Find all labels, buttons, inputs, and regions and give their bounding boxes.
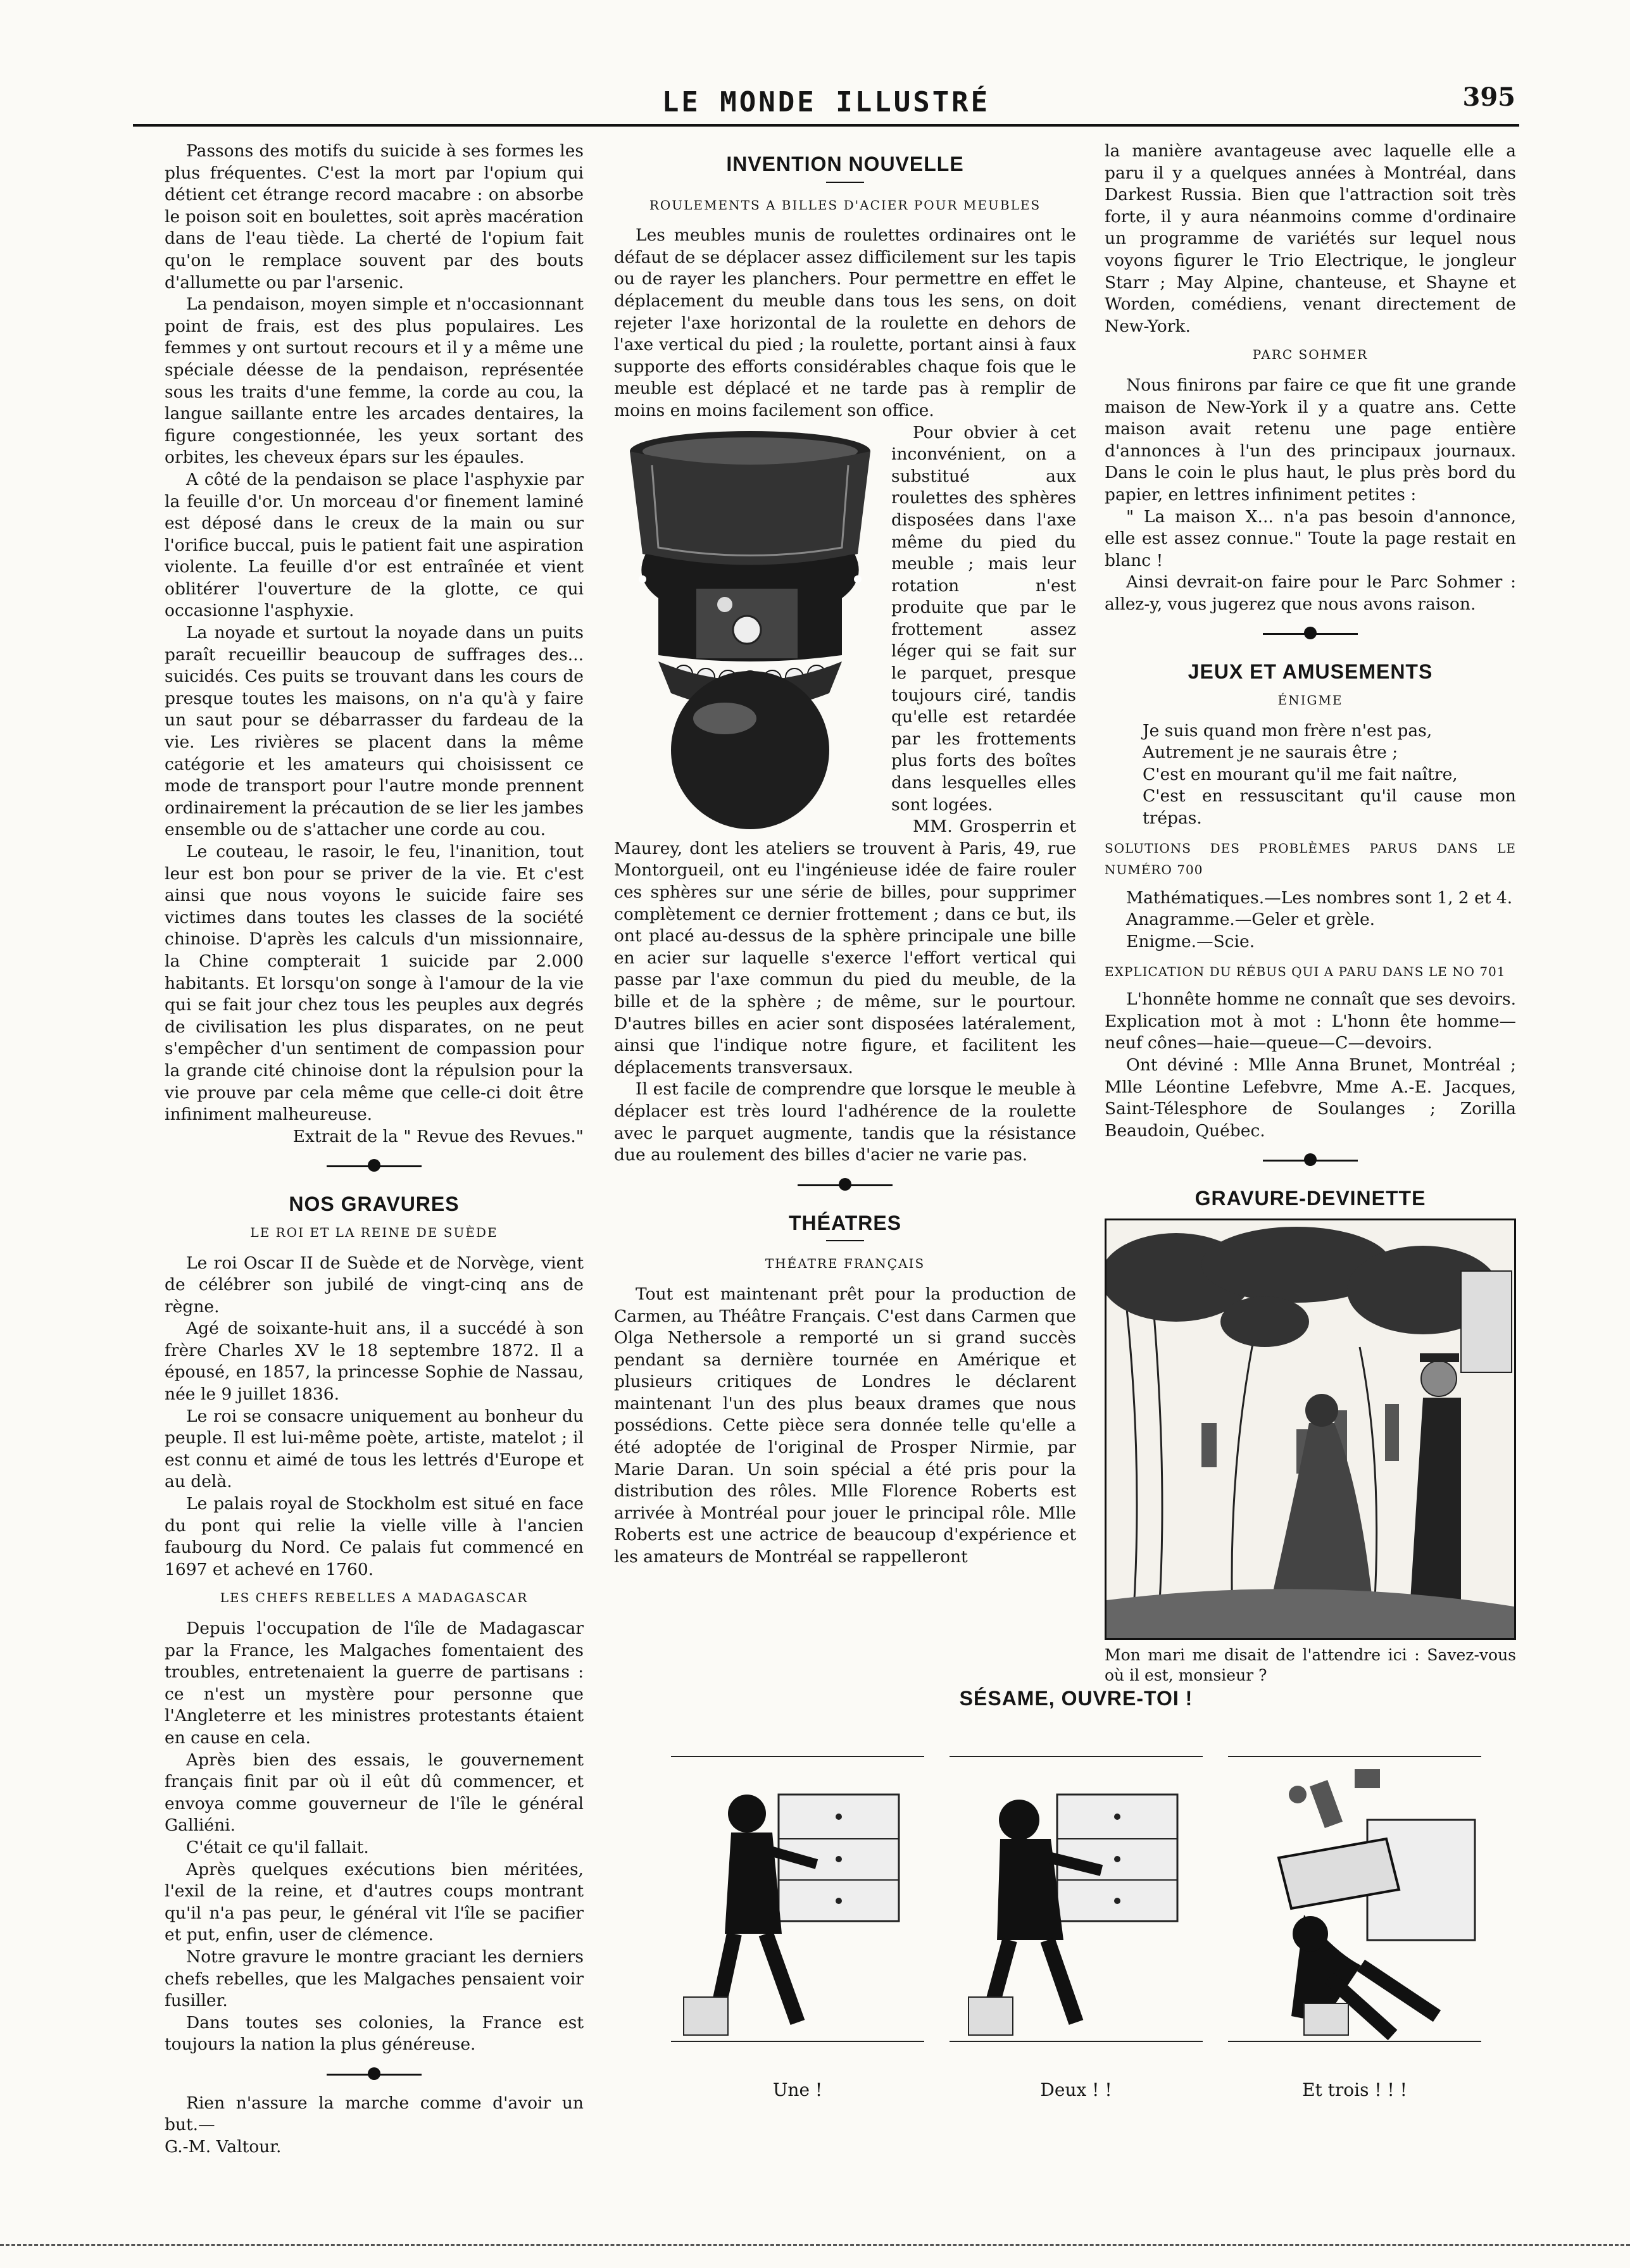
poem-line: Je suis quand mon frère n'est pas, bbox=[1143, 720, 1433, 741]
subsection-heading: PARC SOHMER bbox=[1252, 347, 1369, 363]
subsection-heading: ROULEMENTS A BILLES D'ACIER POUR MEUBLES bbox=[649, 197, 1041, 213]
panel-label: Deux ! ! bbox=[1040, 2079, 1112, 2100]
paragraph: La noyade et surtout la noyade dans un puits paraît recueillir beaucoup de suffrages des... suicidés. Ces puits se trouvant dans les cours de presque toutes les maisons, on n'a qu'à y faire un saut pour se débarrasser du fardeau de la vie. Les rivières se placent dans la même catégorie et les amateurs qui choisissent ce mode de transport pour l'autre monde prennent ordinairement la précaution de se lier les jambes ensemble ou de s'attacher une corde au cou. bbox=[165, 623, 584, 840]
paragraph: La pendaison, moyen simple et n'occasionnant point de frais, est des plus populaires. Les femmes y ont surtout recours et il y a même une spéciale déesse de la pendaison, représentée sous les traits d'une femme, la corde au cou, la langue saillante entre les arcades dentaires, la figure congestionnée, les yeux sortant des orbites, les cheveux épars sur les épaules. bbox=[165, 294, 584, 468]
paragraph: Les meubles munis de roulettes ordinaires ont le défaut de se déplacer assez difficilement sur les tapis ou de rayer les planchers. Pour permettre en effet le déplacement du meuble dans tous les sens, on doit rejeter l'axe horizontal de la roulette en dehors de l'axe vertical du pied ; la roulette, portant ainsi à faux supporte des efforts considérables chaque fois que le meuble est déplacé et ne tarde pas à remplir de moins en moins facilement son office. bbox=[614, 225, 1076, 420]
solution-line: Enigme.—Scie. bbox=[1126, 932, 1255, 951]
paragraph: Ainsi devrait-on faire pour le Parc Sohmer : allez-y, vous jugerez que nous avons raison. bbox=[1105, 572, 1516, 614]
paragraph: Passons des motifs du suicide à ses formes les plus fréquentes. C'est la mort par l'opium qui détient cet étrange record macabre : on absorbe le poison soit en boulettes, soit après macération dans de l'eau tiède. La cherté de l'opium fait qu'on le remplace souvent par des bouts d'allumette ou par l'arsenic. bbox=[165, 141, 584, 292]
subsection-heading: LE ROI ET LA REINE DE SUÈDE bbox=[250, 1224, 498, 1240]
subsection-heading: SOLUTIONS DES PROBLÈMES PARUS DANS LE NUMÉRO 700 bbox=[1105, 840, 1516, 878]
comic-panel-1 bbox=[671, 1744, 924, 2060]
poem-line: C'est en ressuscitant qu'il cause mon trépas. bbox=[1143, 786, 1516, 829]
paragraph: Tout est maintenant prêt pour la production de Carmen, au Théâtre Français. C'est dans Carmen que Olga Nethersole a remporté un si grand succès pendant sa dernière tournée en Amérique et plusieurs critiques de Londres le déclarent maintenant l'un des plus beaux drames que nous possédions. Cette pièce sera donnée telle qu'elle a été adoptée de l'original de Prosper Nirmie, par Marie Daran. Un soin spécial a été pris pour la distribution des rôles. Mlle Florence Roberts est arrivée à Montréal pour jouer le principal rôle. Mlle Roberts est une actrice de beaucoup d'expérience et les amateurs de Montréal se rappelleront bbox=[614, 1284, 1076, 1567]
column-2 bbox=[614, 141, 1076, 1569]
subsection-heading: THÉATRE FRANÇAIS bbox=[765, 1256, 925, 1272]
panel-label: Et trois ! ! ! bbox=[1302, 2079, 1407, 2100]
paragraph: Le couteau, le rasoir, le feu, l'inanition, tout leur est bon pour se priver de la vie. Et c'est ainsi que nous voyons le suicide faire ses victimes dans toutes les classes de la société chinoise. D'après les calculs d'un missionnaire, la Chine compterait 1 suicide par 2.000 habitants. Et lorsqu'on songe à l'amour de la vie qui se fait jour chez tous les peuples aux degrés de civilisation les plus disparates, on ne peut s'empêcher d'un sentiment de compassion pour la grande cité chinoise dont la répulsion pour la vie prouve par cela même que celle-ci doit être infiniment malheureuse. bbox=[165, 842, 584, 1125]
paragraph: Le roi Oscar II de Suède et de Norvège, vient de célébrer son jubilé de vingt-cinq ans de règne. bbox=[165, 1253, 584, 1317]
paragraph: Ont déviné : Mlle Anna Brunet, Montréal ; Mlle Léontine Lefebvre, Mme A.-E. Jacques, Saint-Télesphore de Soulanges ; Zorilla Beaudoin, Québec. bbox=[1105, 1055, 1516, 1141]
paragraph: " La maison X... n'a pas besoin d'annonce, elle est assez connue." Toute la page restait en blanc ! bbox=[1105, 506, 1516, 570]
poem-line: Autrement je ne saurais être ; bbox=[1143, 742, 1398, 763]
bottom-edge-rule bbox=[0, 2244, 1630, 2246]
author-signature: G.-M. Valtour. bbox=[165, 2137, 282, 2157]
header-rule bbox=[133, 124, 1519, 127]
source-credit: Extrait de la " Revue des Revues." bbox=[292, 1126, 584, 1146]
paragraph: L'honnête homme ne connaît que ses devoirs. Explication mot à mot : L'honn ête homme—neuf cônes—haie—queue—C—devoirs. bbox=[1105, 989, 1516, 1053]
ornament-divider bbox=[1105, 1151, 1516, 1170]
paragraph: Nous finirons par faire ce que fit une grande maison de New-York il y a quatre ans. Cette maison avait retenu une page entière d'annonces à l'un des principaux journaux. Dans le coin le plus haut, le plus près bord du papier, en lettres infiniment petites : bbox=[1105, 375, 1516, 504]
paragraph: Le palais royal de Stockholm est situé en face du pont qui relie la vielle ville à l'ancien faubourg du Nord. Ce palais fut commencé en 1697 et achevé en 1760. bbox=[165, 1494, 584, 1579]
section-heading: GRAVURE-DEVINETTE bbox=[1194, 1187, 1426, 1210]
paragraph: MM. Grosperrin et Maurey, dont les ateliers se trouvent à Paris, 49, rue Montorgueil, ont eu l'ingénieuse idée de faire rouler ces sphères sur une série de billes, pour supprimer complètement ce dernier frottement ; dans ce but, ils ont placé au-dessus de la sphère principale une bille en acier sur laquelle s'exerce l'effort vertical qui passe par l'axe commun du pied du meuble, de la bille et de la sphère ; de même, sur le pourtour. D'autres billes en acier sont disposées latéralement, ainsi que l'indique notre figure, et facilitent les déplacements transversaux. bbox=[614, 817, 1076, 1077]
ornament-divider bbox=[614, 1175, 1076, 1194]
comic-strip bbox=[633, 1687, 1519, 2100]
closing-quote: Rien n'assure la marche comme d'avoir un but.— bbox=[165, 2093, 584, 2135]
section-heading: THÉATRES bbox=[788, 1211, 902, 1234]
heading-rule bbox=[826, 182, 864, 183]
solution-line: Mathématiques.—Les nombres sont 1, 2 et 4. bbox=[1126, 887, 1513, 908]
comic-panel-2 bbox=[950, 1744, 1203, 2060]
paragraph: A côté de la pendaison se place l'asphyxie par la feuille d'or. Un morceau d'or finement laminé est déposé dans le creux de la main ou sur l'orifice buccal, puis le patient fait une aspiration violente. La feuille d'or est entraînée et vient oblitérer l'ouverture de la glotte, ce qui occasionne l'asphyxie. bbox=[165, 469, 584, 621]
section-heading: JEUX ET AMUSEMENTS bbox=[1188, 660, 1433, 684]
poem-line: C'est en mourant qu'il me fait naître, bbox=[1143, 764, 1458, 784]
journal-title: LE MONDE ILLUSTRÉ bbox=[661, 86, 991, 118]
page-header bbox=[133, 71, 1519, 122]
paragraph: Après quelques exécutions bien méritées, l'exil de la reine, et d'autres coups montrant qu'il n'a pas peur, le général vit l'île se pacifier et put, enfin, user de clémence. bbox=[165, 1859, 584, 1945]
paragraph: Notre gravure le montre graciant les derniers chefs rebelles, que les Malgaches pensaient voir fusiller. bbox=[165, 1946, 584, 2011]
paragraph: Depuis l'occupation de l'île de Madagascar par la France, les Malgaches fomentaient des troubles, entretenaient la guerre de partisans : ce n'est un mystère pour personne que l'Angleterre et les ministres protestants étaient en cause en cela. bbox=[165, 1619, 584, 1748]
paragraph: Il est facile de comprendre que lorsque le meuble à déplacer est très lourd l'adhérence de la roulette avec le parquet augmente, tandis que la résistance due au roulement des billes d'acier ne varie pas. bbox=[614, 1079, 1076, 1165]
column-1 bbox=[165, 141, 584, 2158]
paragraph: C'était ce qu'il fallait. bbox=[186, 1837, 369, 1857]
panel-label: Une ! bbox=[772, 2079, 823, 2100]
subsection-heading: EXPLICATION DU RÉBUS QUI A PARU DANS LE NO 701 bbox=[1105, 963, 1506, 979]
comic-title: SÉSAME, OUVRE-TOI ! bbox=[959, 1687, 1193, 1710]
solution-line: Anagramme.—Geler et grèle. bbox=[1126, 910, 1376, 930]
paragraph: Pour obvier à cet inconvénient, on a substitué aux roulettes des sphères disposées dans l'axe même du pied du meuble ; mais leur rotation n'est produite que par le frottement assez léger qui se fait sur le parquet, presque toujours ciré, tandis qu'elle est retardée par les frottements plus forts des boîtes dans lesquelles elles sont logées. bbox=[891, 422, 1076, 815]
ornament-divider bbox=[165, 2065, 584, 2084]
paragraph: Après bien des essais, le gouvernement français finit par où il eût dû commencer, et envoya comme gouverneur de l'île le général Galliéni. bbox=[165, 1750, 584, 1836]
section-heading: NOS GRAVURES bbox=[289, 1193, 460, 1216]
ornament-divider bbox=[1105, 624, 1516, 643]
ornament-divider bbox=[165, 1156, 584, 1175]
paragraph: la manière avantageuse avec laquelle elle a paru il y a quelques années à Montréal, dans Darkest Russia. Bien que l'attraction soit très forte, il y aura néanmoins comme d'ordinaire un programme de variétés sur lequel nous voyons figurer le Trio Electrique, le jongleur Starr ; May Alpine, chanteuse, et Shayne et Worden, comédiens, venant directement de New-York. bbox=[1105, 141, 1516, 336]
engraving-caption: Mon mari me disait de l'attendre ici : Savez-vous où il est, monsieur ? bbox=[1105, 1645, 1516, 1684]
page-number: 395 bbox=[1462, 82, 1515, 112]
paragraph: Dans toutes ses colonies, la France est toujours la nation la plus généreuse. bbox=[165, 2012, 584, 2055]
section-heading: INVENTION NOUVELLE bbox=[726, 153, 964, 175]
paragraph: Le roi se consacre uniquement au bonheur du peuple. Il est lui-même poète, artiste, matelot ; il est connu et aimé de tous les lettrés d'Europe et au delà. bbox=[165, 1406, 584, 1492]
subsection-heading: LES CHEFS REBELLES A MADAGASCAR bbox=[220, 1590, 529, 1606]
comic-panel-3 bbox=[1228, 1744, 1481, 2060]
ball-bearing-caster-illustration bbox=[614, 427, 880, 832]
heading-rule bbox=[826, 1240, 864, 1241]
paragraph: Agé de soixante-huit ans, il a succédé à son frère Charles XV le 18 septembre 1872. Il a épousé, en 1857, la princesse Sophie de Nassau, née le 9 juillet 1836. bbox=[165, 1319, 584, 1405]
subsection-heading: ÉNIGME bbox=[1277, 692, 1343, 708]
puzzle-engraving bbox=[1105, 1219, 1516, 1640]
column-3 bbox=[1105, 141, 1516, 1686]
